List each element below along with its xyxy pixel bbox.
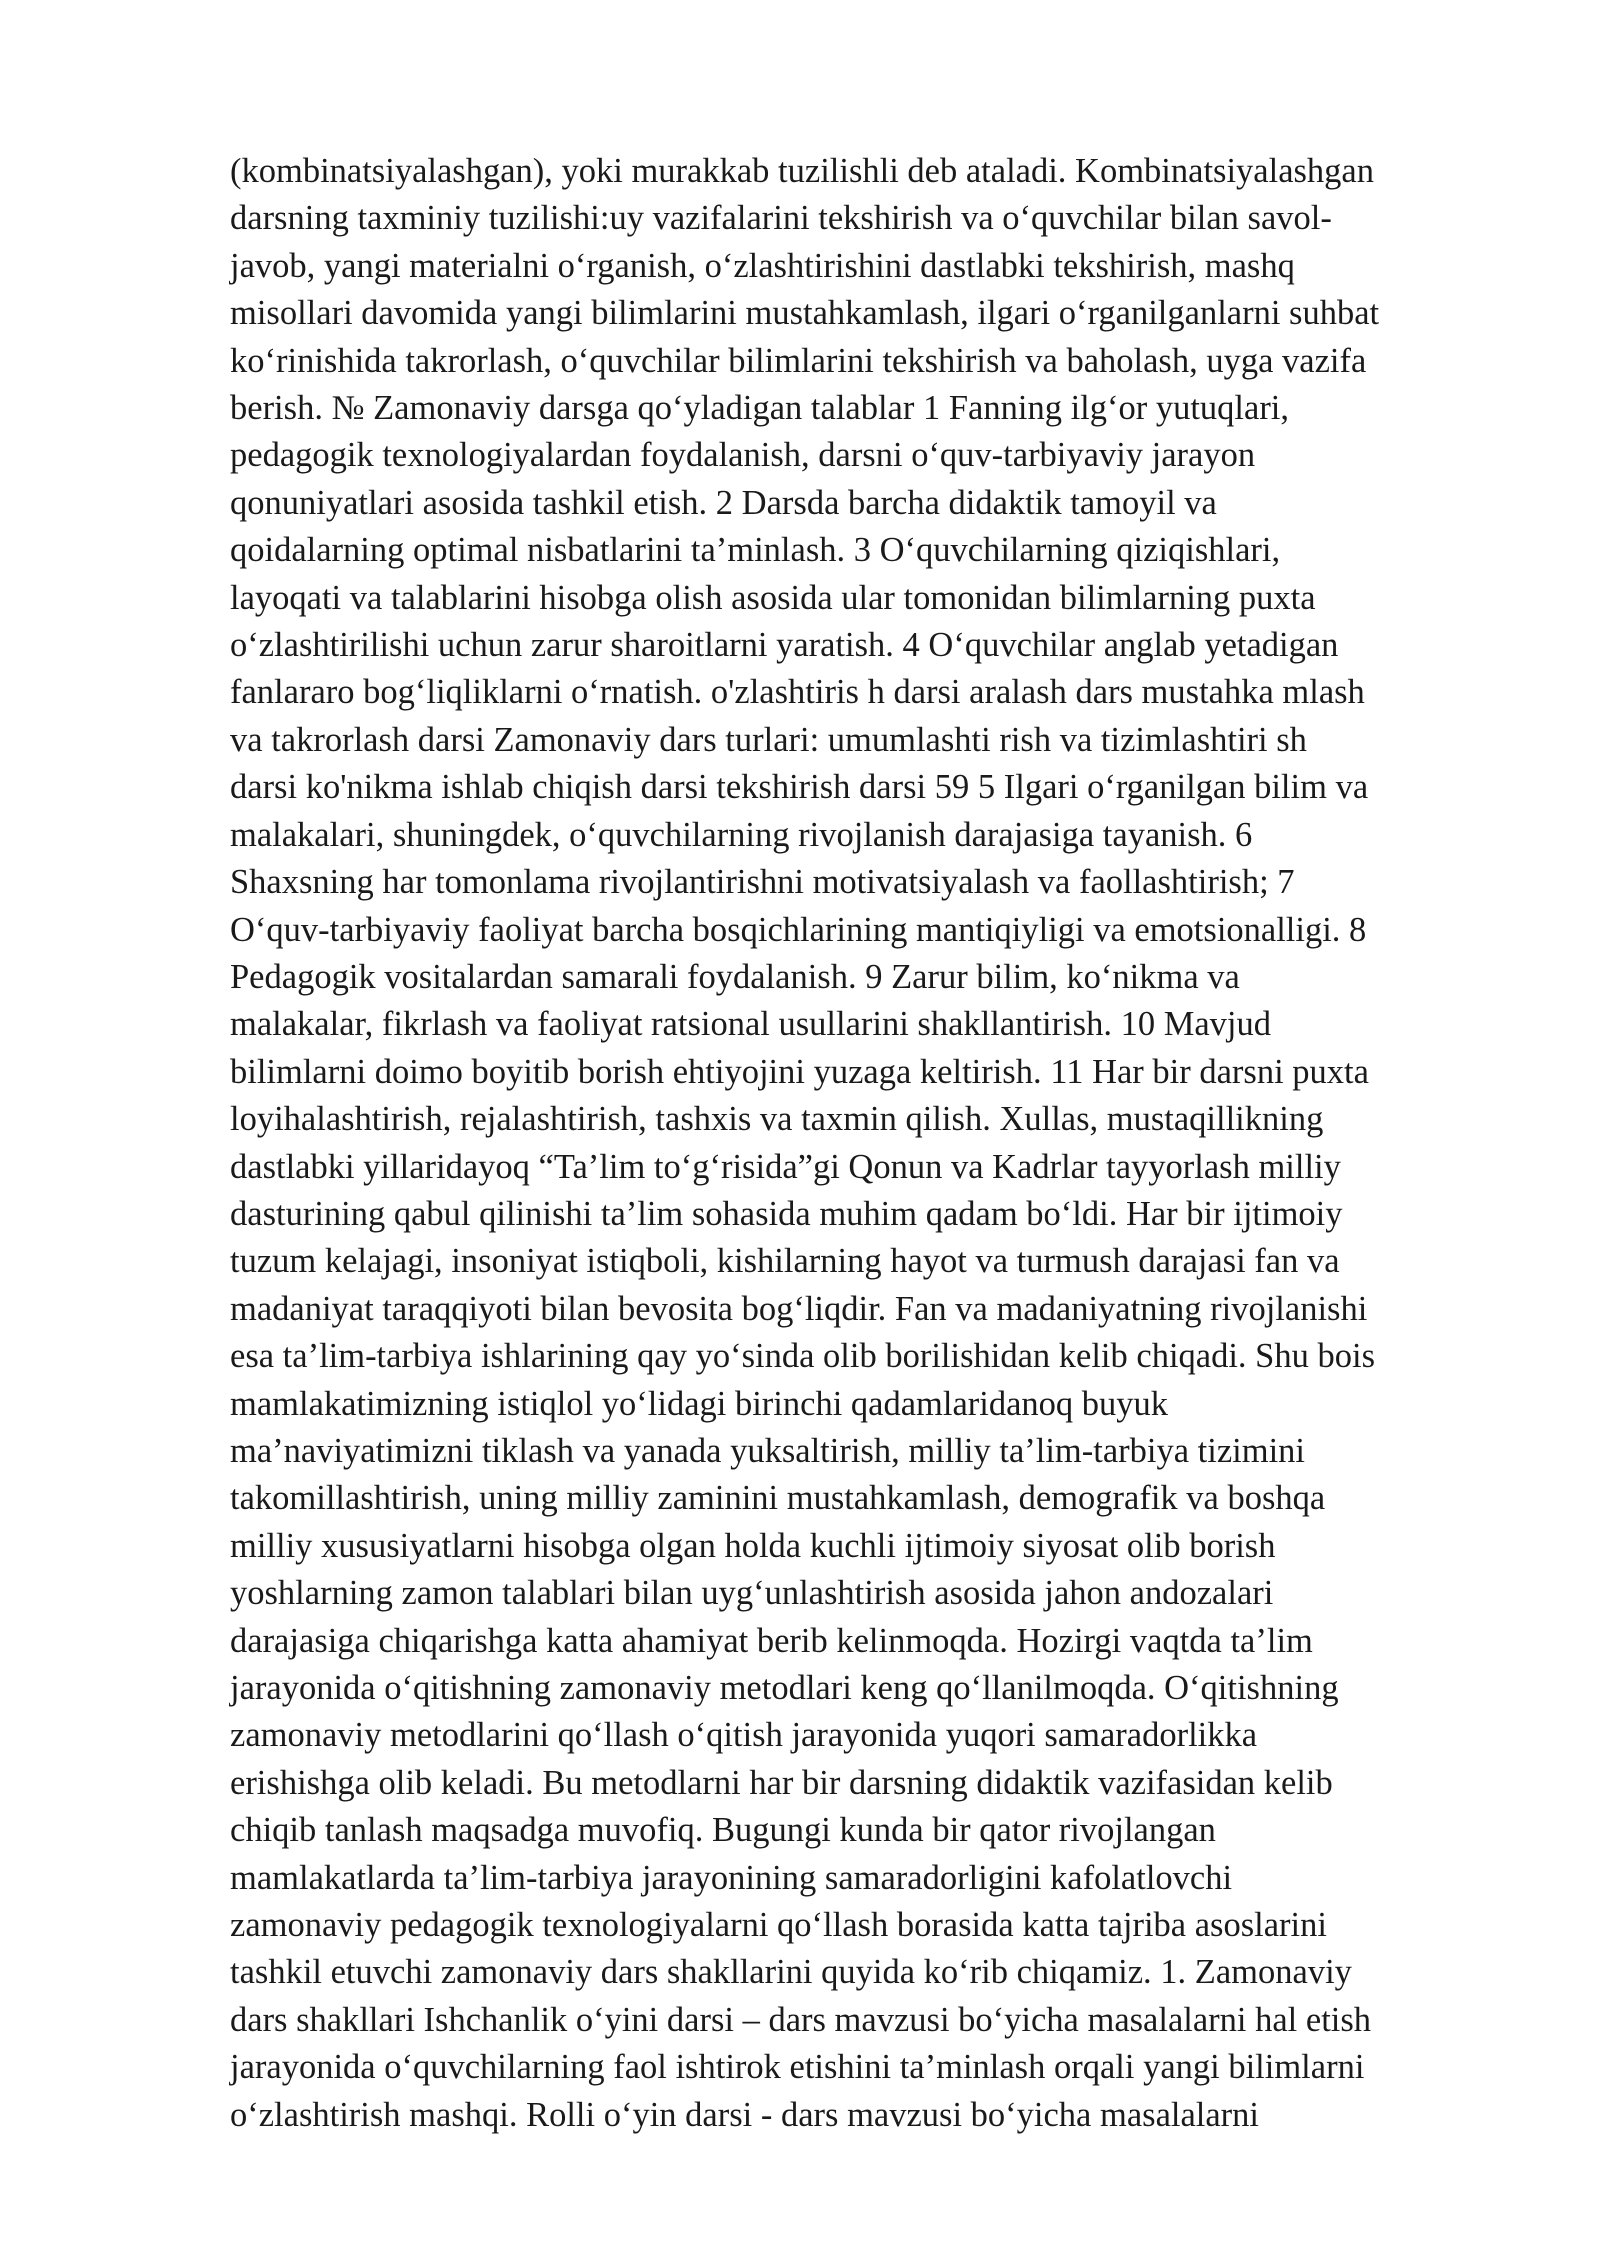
text-line: va takrorlash darsi Zamonaviy dars turlari: umumlashti rish va tizimlashtiri sh [230, 720, 1307, 759]
text-line: tuzum kelajagi, insoniyat istiqboli, kishilarning hayot va turmush darajasi fan va [230, 1242, 1340, 1281]
text-line: jarayonida o‘qitishning zamonaviy metodlari keng qo‘llanilmoqda. O‘qitishning [230, 1669, 1339, 1707]
text-line: darsning taxminiy tuzilishi:uy vazifalarini tekshirish va o‘quvchilar bilan savol- [230, 199, 1332, 238]
text-line: layoqati va talablarini hisobga olish asosida ular tomonidan bilimlarning puxta [230, 578, 1316, 617]
text-line: misollari davomida yangi bilimlarini mustahkamlash, ilgari o‘rganilganlarni suhbat [230, 294, 1380, 333]
text-line: fanlararo bog‘liqliklarni o‘rnatish. o'zlashtiris h darsi aralash dars mustahka mlash [230, 673, 1365, 712]
text-line: ma’naviyatimizni tiklash va yanada yuksaltirish, milliy ta’lim-tarbiya tizimini [230, 1431, 1305, 1470]
text-line: zamonaviy pedagogik texnologiyalarni qo‘llash borasida katta tajriba asoslarini [230, 1906, 1327, 1945]
text-line: malakalari, shuningdek, o‘quvchilarning rivojlanish darajasiga tayanish. 6 [230, 815, 1253, 854]
text-line: loyihalashtirish, rejalashtirish, tashxis va taxmin qilish. Xullas, mustaqillikning [230, 1100, 1324, 1139]
text-line: O‘quv-tarbiyaviy faoliyat barcha bosqichlarining mantiqiyligi va emotsionalligi. 8 [230, 910, 1367, 949]
text-line: Pedagogik vositalardan samarali foydalanish. 9 Zarur bilim, ko‘nikma va [230, 957, 1240, 996]
text-line: dars shakllari Ishchanlik o‘yini darsi – dars mavzusi bo‘yicha masalalarni hal etish [230, 2000, 1372, 2039]
text-line: o‘zlashtirilishi uchun zarur sharoitlarni yaratish. 4 O‘quvchilar anglab yetadigan [230, 626, 1339, 665]
body-text [230, 148, 1530, 2139]
text-line: pedagogik texnologiyalardan foydalanish, darsni o‘quv-tarbiyaviy jarayon [230, 436, 1256, 475]
text-line: berish. № Zamonaviy darsga qo‘yladigan talablar 1 Fanning ilg‘or yutuqlari, [230, 389, 1290, 428]
text-line: dastlabki yillaridayoq “Ta’lim to‘g‘risida”gi Qonun va Kadrlar tayyorlash milliy [230, 1147, 1341, 1186]
text-line: yoshlarning zamon talablari bilan uyg‘unlashtirish asosida jahon andozalari [230, 1574, 1274, 1613]
text-line: o‘zlashtirish mashqi. Rolli o‘yin darsi - dars mavzusi bo‘yicha masalalarni [230, 2095, 1260, 2134]
text-line: esa ta’lim-tarbiya ishlarining qay yo‘sinda olib borilishidan kelib chiqadi. Shu bois [230, 1337, 1376, 1376]
text-line: ko‘rinishida takrorlash, o‘quvchilar bilimlarini tekshirish va baholash, uyga vazifa [230, 341, 1367, 380]
text-line: mamlakatlarda ta’lim-tarbiya jarayonining samaradorligini kafolatlovchi [230, 1858, 1233, 1897]
text-line: jarayonida o‘quvchilarning faol ishtirok etishini ta’minlash orqali yangi bilimlarni [230, 2048, 1365, 2087]
text-line: darsi ko'nikma ishlab chiqish darsi tekshirish darsi 59 5 Ilgari o‘rganilgan bilim va [230, 768, 1369, 807]
text-line: chiqib tanlash maqsadga muvofiq. Bugungi kunda bir qator rivojlangan [230, 1811, 1216, 1850]
text-line: erishishga olib keladi. Bu metodlarni har bir darsning didaktik vazifasidan kelib [230, 1763, 1333, 1802]
text-line: milliy xususiyatlarni hisobga olgan holda kuchli ijtimoiy siyosat olib borish [230, 1526, 1276, 1565]
text-line: darajasiga chiqarishga katta ahamiyat berib kelinmoqda. Hozirgi vaqtda ta’lim [230, 1621, 1313, 1660]
text-line: javob, yangi materialni o‘rganish, o‘zlashtirishini dastlabki tekshirish, mashq [230, 246, 1295, 285]
text-line: (kombinatsiyalashgan), yoki murakkab tuzilishli deb ataladi. Kombinatsiyalashgan [230, 152, 1374, 190]
text-line: madaniyat taraqqiyoti bilan bevosita bog‘liqdir. Fan va madaniyatning rivojlanishi [230, 1289, 1368, 1328]
text-line: malakalar, fikrlash va faoliyat ratsional usullarini shakllantirish. 10 Mavjud [230, 1005, 1272, 1044]
text-line: tashkil etuvchi zamonaviy dars shakllarini quyida ko‘rib chiqamiz. 1. Zamonaviy [230, 1953, 1352, 1992]
text-line: bilimlarni doimo boyitib borish ehtiyojini yuzaga keltirish. 11 Har bir darsni puxta [230, 1052, 1369, 1091]
text-line: qonuniyatlari asosida tashkil etish. 2 Darsda barcha didaktik tamoyil va [230, 483, 1217, 522]
text-line: Shaxsning har tomonlama rivojlantirishni motivatsiyalash va faollashtirish; 7 [230, 863, 1295, 902]
text-line: takomillashtirish, uning milliy zaminini mustahkamlash, demografik va boshqa [230, 1479, 1326, 1518]
text-line: qoidalarning optimal nisbatlarini ta’minlash. 3 O‘quvchilarning qiziqishlari, [230, 531, 1281, 570]
text-line: zamonaviy metodlarini qo‘llash o‘qitish jarayonida yuqori samaradorlikka [230, 1716, 1258, 1755]
text-line: dasturining qabul qilinishi ta’lim sohasida muhim qadam bo‘ldi. Har bir ijtimoiy [230, 1194, 1343, 1233]
text-line: mamlakatimizning istiqlol yo‘lidagi birinchi qadamlaridanoq buyuk [230, 1384, 1169, 1423]
